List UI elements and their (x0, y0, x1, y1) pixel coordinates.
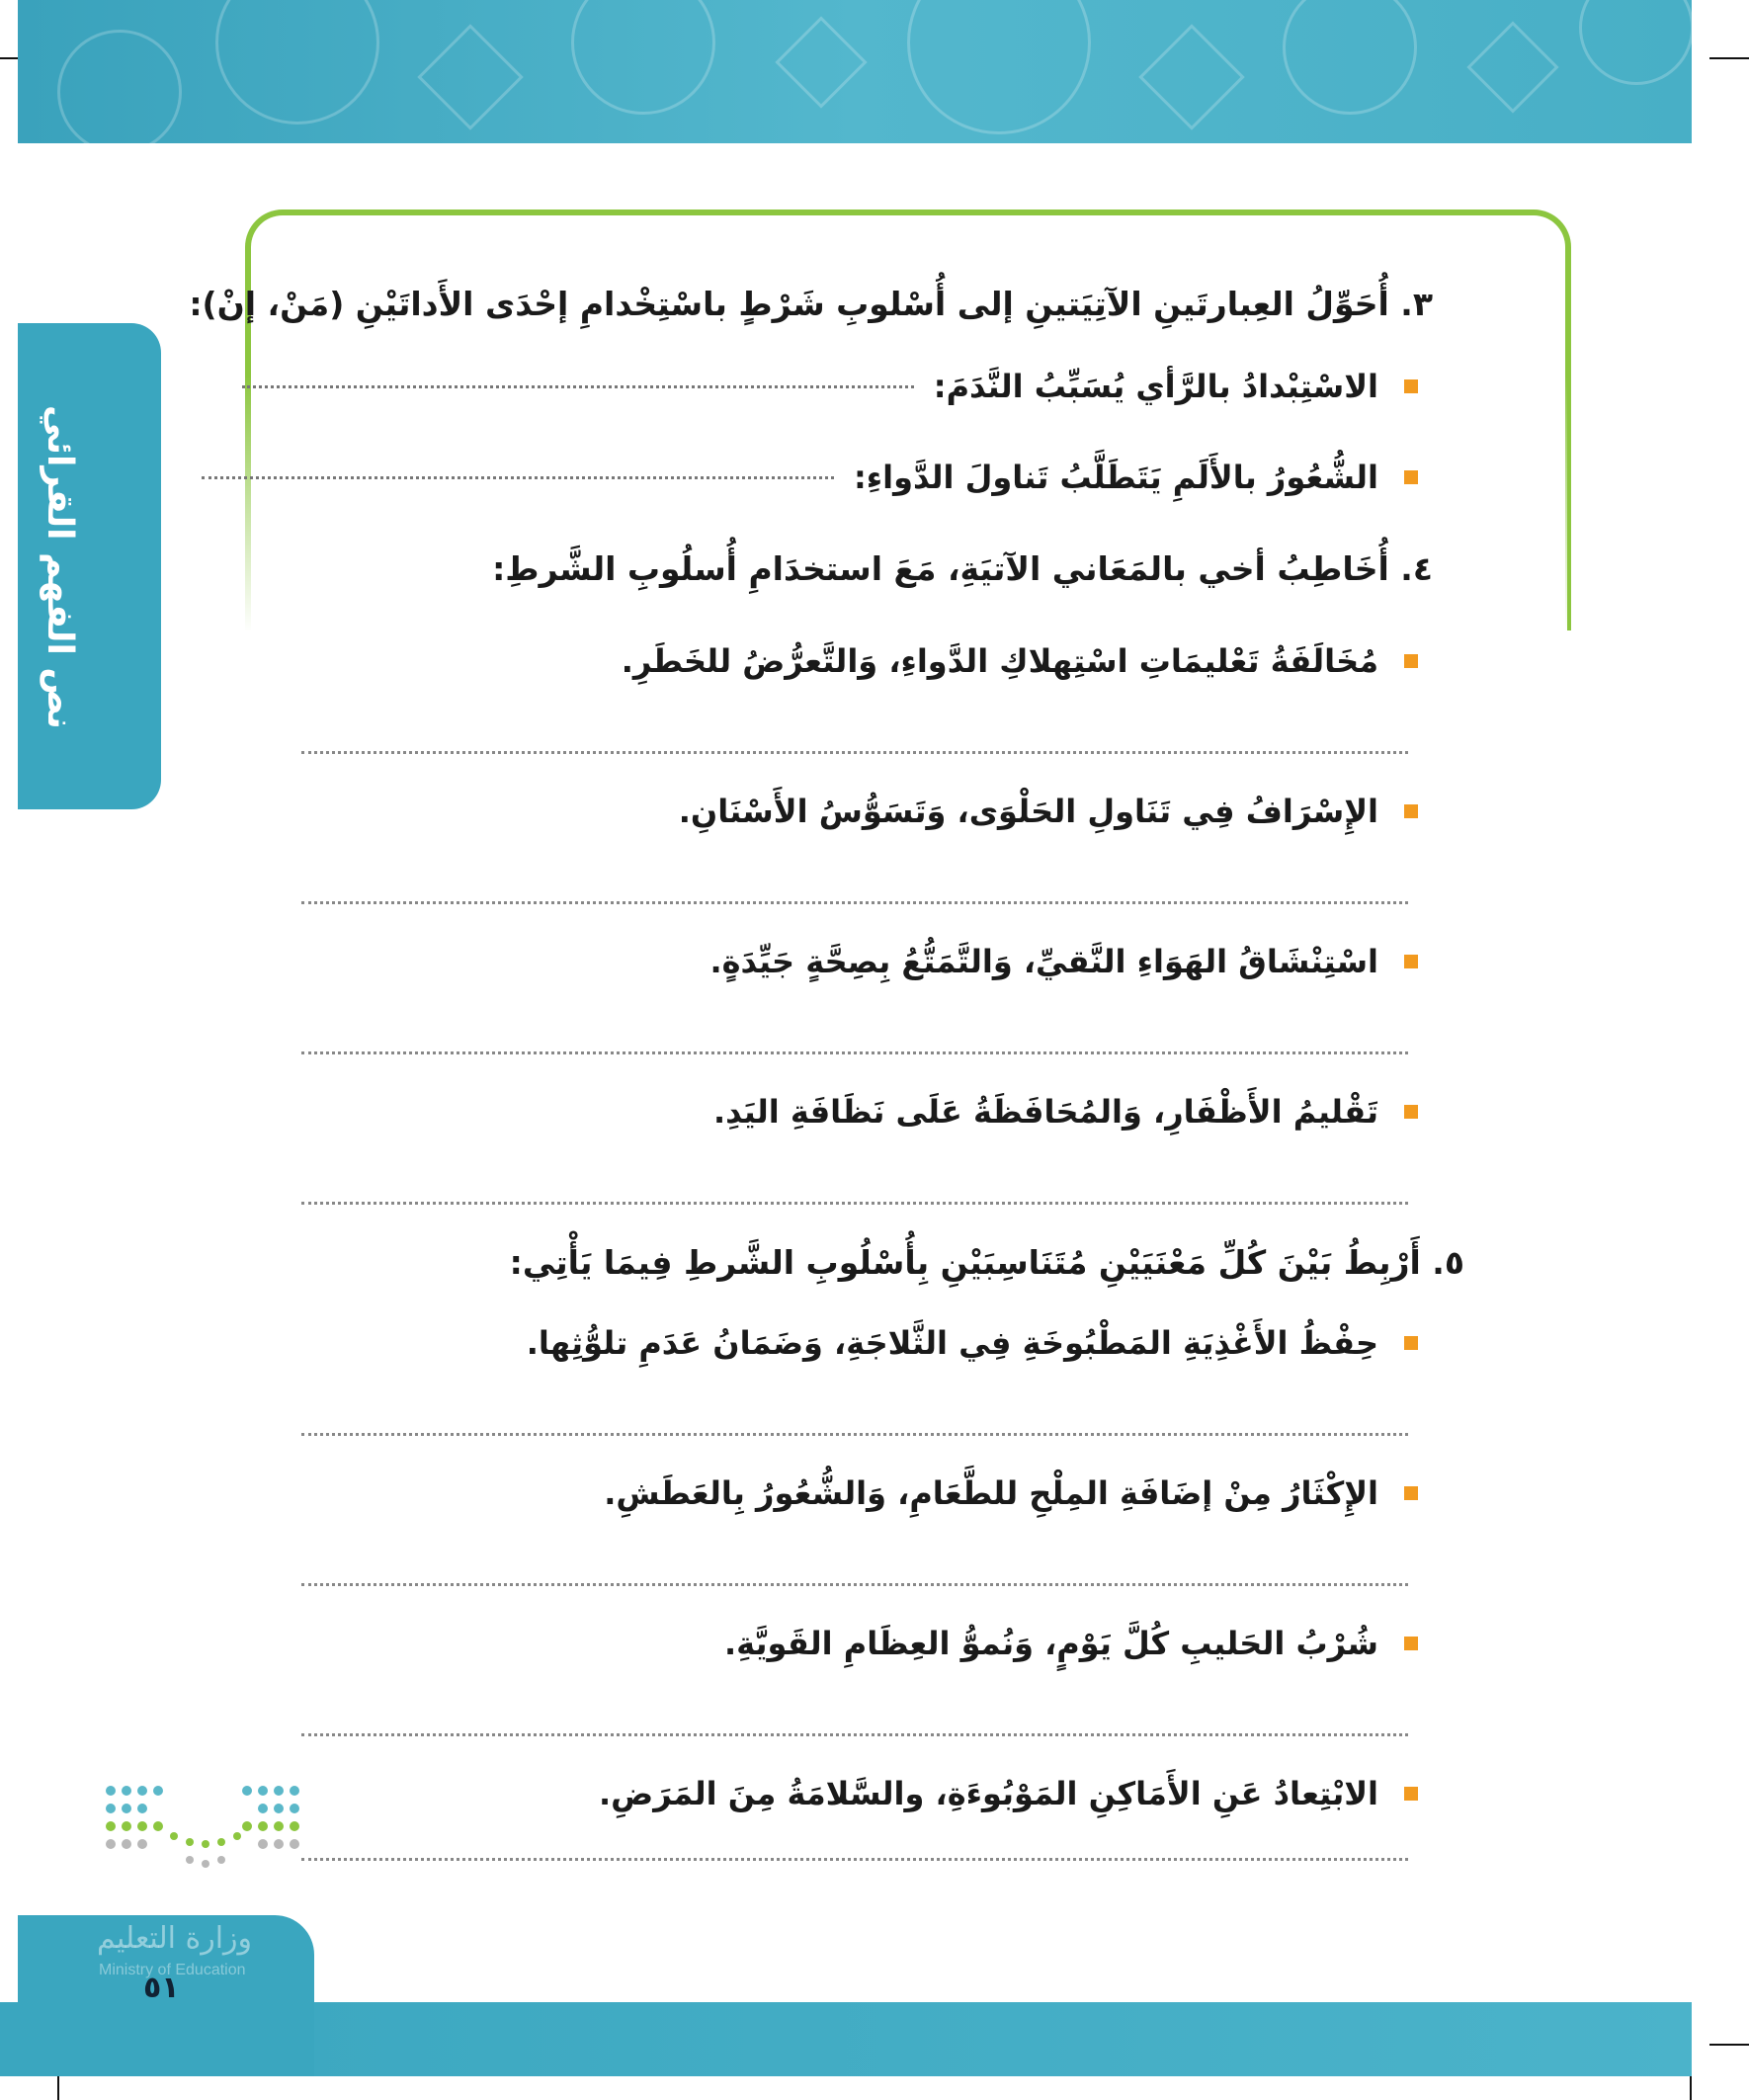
answer-line[interactable] (301, 751, 1408, 754)
question-4-item-text: اسْتِنْشَاقُ الهَوَاءِ النَّقيِّ، وَالتَّمَتُّعُ بِصِحَّةٍ جَيِّدَةٍ. (709, 943, 1378, 980)
question-5-item-text: حِفْظُ الأَغْذِيَةِ المَطْبُوخَةِ فِي الثَّلاجَةِ، وَضَمَانُ عَدَمِ تلوُّثِها. (526, 1324, 1378, 1362)
question-3-item (242, 368, 1418, 405)
answer-line[interactable] (301, 901, 1408, 904)
question-4-item (622, 642, 1418, 680)
question-3-title: ٣. أُحَوِّلُ العِبارتَينِ الآتِيَتينِ إلى أُسْلوبِ شَرْطٍ باسْتِخْدامِ إحْدَى الأَداتَيْنِ (مَنْ، إنْ): (189, 285, 1433, 323)
answer-line[interactable] (301, 1583, 1408, 1586)
bullet-square-icon (1404, 654, 1418, 668)
bullet-square-icon (1404, 1486, 1418, 1500)
bullet-square-icon (1404, 1637, 1418, 1650)
question-5-item-text: الابْتِعادُ عَنِ الأَمَاكِنِ المَوْبُوءَةِ، والسَّلامَةُ مِنَ المَرَضِ. (599, 1775, 1378, 1812)
question-5-title: ٥. أَرْبِطُ بَيْنَ كُلِّ مَعْنَيَيْنِ مُتَنَاسِبَيْنِ بِأُسْلُوبِ الشَّرطِ فِيمَا يَأْتِي: (509, 1243, 1464, 1282)
question-5-item (724, 1625, 1418, 1662)
ministry-logo-text-en: Ministry of Education (99, 1962, 246, 1978)
ministry-logo-icon (99, 1779, 311, 1897)
section-side-tab-label: نص الفهم القرائي (40, 405, 80, 729)
question-4-item-text: الإِسْرَافُ فِي تَنَاولِ الحَلْوَى، وَتَسَوُّسُ الأَسْنَانِ. (678, 793, 1378, 830)
bullet-square-icon (1404, 1336, 1418, 1350)
answer-line[interactable] (202, 475, 834, 479)
question-5-item-text: شُرْبُ الحَليبِ كُلَّ يَوْمٍ، وَنُموُّ العِظَامِ القَويَّةِ. (723, 1625, 1378, 1662)
question-5-item-text: الإِكْثَارُ مِنْ إضَافَةِ المِلْحِ للطَّعَامِ، وَالشُّعُورُ بِالعَطَشِ. (604, 1474, 1378, 1512)
bullet-square-icon (1404, 1105, 1418, 1119)
question-4-item-text: مُخَالَفَةُ تَعْليمَاتِ اسْتِهلاكِ الدَّواءِ، وَالتَّعرُّضُ للخَطَرِ. (621, 642, 1378, 680)
question-3-item-text: الاسْتِبْدادُ بالرَّأي يُسَبِّبُ النَّدَمَ: (933, 368, 1378, 405)
answer-line[interactable] (301, 1051, 1408, 1054)
bullet-square-icon (1404, 1787, 1418, 1801)
page-number: ٥١ (143, 1971, 180, 2005)
question-5-item (604, 1474, 1418, 1512)
question-5-item (527, 1324, 1418, 1362)
question-5-item (599, 1775, 1418, 1812)
question-4-item (709, 943, 1418, 980)
question-4-item (679, 793, 1418, 830)
bullet-square-icon (1404, 379, 1418, 393)
answer-line[interactable] (301, 1202, 1408, 1205)
question-4-title: ٤. أُخَاطِبُ أخي بالمَعَاني الآتيَةِ، مَعَ استخدَامِ أُسلُوبِ الشَّرطِ: (492, 549, 1433, 588)
question-4-item (713, 1093, 1418, 1131)
answer-line[interactable] (242, 384, 914, 388)
bullet-square-icon (1404, 804, 1418, 818)
bullet-square-icon (1404, 955, 1418, 968)
answer-line[interactable] (301, 1858, 1408, 1861)
question-4-item-text: تَقْليمُ الأَظْفَارِ، وَالمُحَافَظَةُ عَلَى نَظَافَةِ اليَدِ. (712, 1093, 1378, 1131)
bullet-square-icon (1404, 470, 1418, 484)
ministry-logo-text: وزارة التعليم (97, 1921, 253, 1956)
answer-line[interactable] (301, 1733, 1408, 1736)
answer-line[interactable] (301, 1433, 1408, 1436)
question-3-item (202, 459, 1418, 496)
question-3-item-text: الشُّعُورُ بالأَلَمِ يَتَطَلَّبُ تَناولَ الدَّواءِ: (853, 459, 1378, 496)
